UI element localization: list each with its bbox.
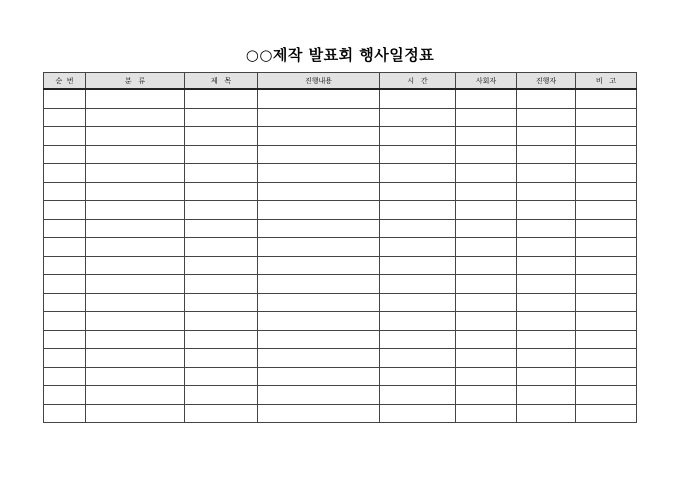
table-cell[interactable] <box>44 89 86 108</box>
table-cell[interactable] <box>380 312 456 331</box>
table-cell[interactable] <box>380 164 456 183</box>
table-cell[interactable] <box>185 404 258 423</box>
table-cell[interactable] <box>576 330 637 349</box>
table-cell[interactable] <box>44 201 86 220</box>
table-cell[interactable] <box>517 349 576 368</box>
table-cell[interactable] <box>185 164 258 183</box>
table-cell[interactable] <box>456 312 517 331</box>
header-order: 순 번 <box>44 73 86 90</box>
table-cell[interactable] <box>456 256 517 275</box>
table-cell[interactable] <box>258 182 380 201</box>
table-cell[interactable] <box>185 293 258 312</box>
table-row <box>44 201 637 220</box>
table-cell[interactable] <box>380 127 456 146</box>
table-cell[interactable] <box>456 145 517 164</box>
schedule-table <box>43 72 637 423</box>
table-cell[interactable] <box>258 145 380 164</box>
table-cell[interactable] <box>576 127 637 146</box>
table-cell[interactable] <box>86 108 185 127</box>
table-cell[interactable] <box>86 256 185 275</box>
table-row <box>44 108 637 127</box>
table-cell[interactable] <box>456 127 517 146</box>
table-cell[interactable] <box>258 349 380 368</box>
table-cell[interactable] <box>380 275 456 294</box>
table-cell[interactable] <box>185 182 258 201</box>
document-title: ○○제작 발표회 행사일정표 <box>245 46 435 64</box>
table-cell[interactable] <box>44 312 86 331</box>
table-cell[interactable] <box>576 312 637 331</box>
table-cell[interactable] <box>258 256 380 275</box>
table-cell[interactable] <box>380 182 456 201</box>
table-cell[interactable] <box>517 293 576 312</box>
header-presenter: 진행자 <box>517 73 576 90</box>
table-cell[interactable] <box>44 164 86 183</box>
table-cell[interactable] <box>456 219 517 238</box>
table-cell[interactable] <box>517 127 576 146</box>
table-cell[interactable] <box>185 219 258 238</box>
table-cell[interactable] <box>380 89 456 108</box>
table-cell[interactable] <box>456 275 517 294</box>
table-row <box>44 182 637 201</box>
table-cell[interactable] <box>576 89 637 108</box>
table-cell[interactable] <box>185 349 258 368</box>
table-row <box>44 164 637 183</box>
table-cell[interactable] <box>258 108 380 127</box>
table-cell[interactable] <box>380 238 456 257</box>
table-cell[interactable] <box>185 238 258 257</box>
table-cell[interactable] <box>86 404 185 423</box>
table-cell[interactable] <box>456 367 517 386</box>
header-remarks: 비 고 <box>576 73 637 90</box>
table-cell[interactable] <box>185 201 258 220</box>
table-row <box>44 89 637 108</box>
table-cell[interactable] <box>86 127 185 146</box>
table-cell[interactable] <box>456 404 517 423</box>
table-cell[interactable] <box>576 164 637 183</box>
table-cell[interactable] <box>44 367 86 386</box>
table-cell[interactable] <box>380 108 456 127</box>
table-cell[interactable] <box>517 89 576 108</box>
table-cell[interactable] <box>576 108 637 127</box>
table-cell[interactable] <box>380 145 456 164</box>
table-cell[interactable] <box>576 219 637 238</box>
table-cell[interactable] <box>86 89 185 108</box>
table-cell[interactable] <box>517 164 576 183</box>
table-cell[interactable] <box>456 164 517 183</box>
table-cell[interactable] <box>86 182 185 201</box>
table-cell[interactable] <box>185 256 258 275</box>
table-cell[interactable] <box>456 108 517 127</box>
table-cell[interactable] <box>380 201 456 220</box>
table-cell[interactable] <box>576 275 637 294</box>
table-cell[interactable] <box>576 386 637 405</box>
table-cell[interactable] <box>380 367 456 386</box>
table-cell[interactable] <box>258 127 380 146</box>
table-cell[interactable] <box>258 293 380 312</box>
table-cell[interactable] <box>44 293 86 312</box>
table-cell[interactable] <box>86 367 185 386</box>
table-cell[interactable] <box>456 182 517 201</box>
table-cell[interactable] <box>258 201 380 220</box>
table-cell[interactable] <box>517 330 576 349</box>
table-cell[interactable] <box>380 219 456 238</box>
table-row <box>44 367 637 386</box>
table-cell[interactable] <box>576 182 637 201</box>
table-cell[interactable] <box>258 312 380 331</box>
table-cell[interactable] <box>517 312 576 331</box>
table-cell[interactable] <box>517 201 576 220</box>
header-category: 분 류 <box>86 73 185 90</box>
table-cell[interactable] <box>576 201 637 220</box>
table-cell[interactable] <box>258 404 380 423</box>
table-cell[interactable] <box>86 330 185 349</box>
table-cell[interactable] <box>517 256 576 275</box>
table-cell[interactable] <box>456 238 517 257</box>
table-cell[interactable] <box>258 164 380 183</box>
table-cell[interactable] <box>456 89 517 108</box>
header-title: 제 목 <box>185 73 258 90</box>
header-time: 시 간 <box>380 73 456 90</box>
table-cell[interactable] <box>380 349 456 368</box>
table-cell[interactable] <box>44 256 86 275</box>
header-host: 사회자 <box>456 73 517 90</box>
table-cell[interactable] <box>44 127 86 146</box>
table-cell[interactable] <box>44 219 86 238</box>
table-cell[interactable] <box>517 367 576 386</box>
table-cell[interactable] <box>456 330 517 349</box>
table-row <box>44 404 637 423</box>
table-cell[interactable] <box>86 219 185 238</box>
table-cell[interactable] <box>576 145 637 164</box>
table-body <box>44 89 637 423</box>
table-cell[interactable] <box>456 386 517 405</box>
table-cell[interactable] <box>576 293 637 312</box>
table-row <box>44 349 637 368</box>
table-cell[interactable] <box>456 201 517 220</box>
table-cell[interactable] <box>44 238 86 257</box>
table-row <box>44 127 637 146</box>
table-row <box>44 293 637 312</box>
table-cell[interactable] <box>86 238 185 257</box>
table-cell[interactable] <box>517 238 576 257</box>
table-cell[interactable] <box>517 145 576 164</box>
table-cell[interactable] <box>258 238 380 257</box>
table-cell[interactable] <box>86 275 185 294</box>
table-cell[interactable] <box>380 256 456 275</box>
table-row <box>44 256 637 275</box>
table-cell[interactable] <box>258 386 380 405</box>
header-row <box>44 73 637 90</box>
table-row <box>44 312 637 331</box>
table-cell[interactable] <box>258 367 380 386</box>
table-cell[interactable] <box>86 164 185 183</box>
table-cell[interactable] <box>517 386 576 405</box>
table-cell[interactable] <box>185 312 258 331</box>
table-cell[interactable] <box>185 145 258 164</box>
table-cell[interactable] <box>44 349 86 368</box>
table-row <box>44 275 637 294</box>
table-cell[interactable] <box>456 349 517 368</box>
table-cell[interactable] <box>380 330 456 349</box>
table-row <box>44 386 637 405</box>
table-cell[interactable] <box>44 145 86 164</box>
table-cell[interactable] <box>44 275 86 294</box>
table-cell[interactable] <box>86 145 185 164</box>
table-cell[interactable] <box>44 404 86 423</box>
table-cell[interactable] <box>517 182 576 201</box>
table-row <box>44 330 637 349</box>
table-cell[interactable] <box>86 312 185 331</box>
table-row <box>44 145 637 164</box>
table-row <box>44 219 637 238</box>
header-content: 진행내용 <box>258 73 380 90</box>
table-cell[interactable] <box>185 275 258 294</box>
table-cell[interactable] <box>258 89 380 108</box>
table-cell[interactable] <box>258 219 380 238</box>
table-cell[interactable] <box>86 201 185 220</box>
table-cell[interactable] <box>86 386 185 405</box>
table-cell[interactable] <box>86 349 185 368</box>
table-cell[interactable] <box>576 367 637 386</box>
table-cell[interactable] <box>44 108 86 127</box>
table-cell[interactable] <box>380 293 456 312</box>
table-cell[interactable] <box>44 386 86 405</box>
table-cell[interactable] <box>185 330 258 349</box>
table-cell[interactable] <box>576 238 637 257</box>
table-cell[interactable] <box>517 219 576 238</box>
table-cell[interactable] <box>185 386 258 405</box>
table-cell[interactable] <box>185 108 258 127</box>
table-row <box>44 238 637 257</box>
table-cell[interactable] <box>86 293 185 312</box>
table-cell[interactable] <box>576 404 637 423</box>
table-cell[interactable] <box>380 404 456 423</box>
table-cell[interactable] <box>185 367 258 386</box>
table-cell[interactable] <box>258 275 380 294</box>
table-cell[interactable] <box>517 404 576 423</box>
table-cell[interactable] <box>258 330 380 349</box>
table-cell[interactable] <box>576 349 637 368</box>
table-cell[interactable] <box>576 256 637 275</box>
table-cell[interactable] <box>517 108 576 127</box>
table-cell[interactable] <box>517 275 576 294</box>
table-cell[interactable] <box>44 330 86 349</box>
table-cell[interactable] <box>185 127 258 146</box>
table-cell[interactable] <box>380 386 456 405</box>
table-cell[interactable] <box>185 89 258 108</box>
table-cell[interactable] <box>456 293 517 312</box>
table-cell[interactable] <box>44 182 86 201</box>
